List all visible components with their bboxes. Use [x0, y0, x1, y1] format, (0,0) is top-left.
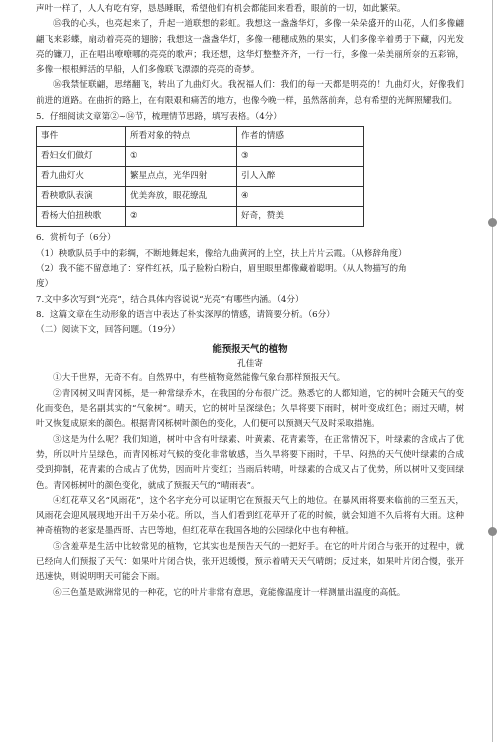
passage-paragraph-top: 声叶一样了，人人有吃有穿，恳恳睡眠，希望他们有机会都能回来看看，眼前的一切，如此繁荣。 [36, 4, 406, 14]
table-cell: 看九曲灯火 [37, 167, 126, 187]
table-cell: ② [126, 207, 237, 227]
table-row [37, 187, 364, 207]
question-8: 8．这篇文章在生动形象的语言中表达了朴实深厚的情感，请简要分析。（6分） [36, 309, 335, 320]
table-cell: 优美奔放，眼花缭乱 [126, 187, 237, 207]
article-paragraph-3: ③这是为什么呢？我们知道，树叶中含有叶绿素、叶黄素、花青素等，在正常情况下，叶绿素的含成占了优势，所以叶片呈绿色，而青冈栎对气候的变化非常敏感，当久旱将要下雨时，千早、闷热的天气使叶绿素的合成受到抑制，花青素的合成占了优势，因而叶片变红；当雨后转晴，叶绿素的合成又占了优势，所以树叶又变回绿色。青冈栎树叶的颜色变化，就成了预报天气的“晴雨表”。 [36, 434, 464, 491]
question-6-stem: 6．赏析句子（6分） [36, 233, 116, 244]
table-header-row [37, 127, 364, 147]
section-heading: （二）阅读下文，回答问题。（19分） [36, 325, 181, 336]
article-author: 孔佳寄 [237, 359, 263, 370]
question-6-item-1: （1）秧歌队员手中的彩绸，不断地舞起来，像给九曲黄河的上空，扶上片片云霞。（从修辞角度） [36, 248, 407, 259]
table-header-cell: 事件 [37, 127, 126, 147]
table-header-cell: 作者的情感 [237, 127, 364, 147]
table-row [37, 147, 364, 167]
article-paragraph-5: ⑤含羞草是生活中比较常见的植物，它其实也是预告天气的一把好手。在它的叶片闭合与张开的过程中，就已经向人们预报了天气：如果叶片闭合快，张开迟缓慢，预示着晴天天气晴朗；反过来，如果叶片闭合慢，张开迅速快，则说明明天可能会下雨。 [36, 541, 464, 583]
document-content [36, 2, 464, 601]
table-row [37, 167, 364, 187]
table-cell: ① [126, 147, 237, 167]
table-header-cell: 所看对象的特点 [126, 127, 237, 147]
table-cell: 好奇，赞美 [237, 207, 364, 227]
article-paragraph-4: ④红花草又名“风雨花”，这个名字充分可以证明它在预报天气上的地位。在暴风雨将要来临前的三至五天，风雨花会迎风展现地开出千万朵小花。所以，当人们看到红花草开了花的时候，就会知道不久后将有大雨。这种神奇植物的老家是墨西哥、古巴等地，但红花草在我国各地的公园绿化中也有种植。 [36, 495, 464, 537]
passage-paragraph-15: ⑮我的心头，也亮起来了，升起一道联想的彩虹。我想这一盏盏华灯，多像一朵朵盛开的山花，人们多像翩翩飞来彩蝶，扇动着亮亮的翅膀；我想这一盏盏华灯，多像一穗穗成熟的果实，人们多像辛着勇于下藏，闪光发亮的镰刀，正在唱出嘹嘹哪的亮亮的歌声；我还想，这华灯整整齐齐，一行一行，多像一朵美丽所奈的五彩锦，多像一根根鲜活的早船，人们多像联飞漂漂的亮亮的奇梦。 [36, 19, 464, 76]
table-cell: 繁星点点，光华四射 [126, 167, 237, 187]
table-cell: 看杨大伯扭秧歌 [37, 207, 126, 227]
answer-table [36, 126, 364, 227]
table-cell: 引人入醉 [237, 167, 364, 187]
table-cell: ④ [237, 187, 364, 207]
article-title: 能预报天气的植物 [212, 344, 288, 356]
table-cell: ③ [237, 147, 364, 167]
question-6-item-2: （2）我不能不留意地了：穿件红袄，瓜子脸粉白粉白，眉里眼里都像藏着聪明。（从人物描写的角 [36, 263, 407, 274]
question-5-stem: 5．仔细阅读文章第②~⑭节，梳理情节思路，填写表格。（4分） [36, 112, 282, 123]
table-cell: 看妇女们做灯 [37, 147, 126, 167]
binding-margin-line [492, 0, 493, 742]
table-cell: 看秧歌队表演 [37, 187, 126, 207]
question-6-item-2-continued: 度） [36, 279, 54, 290]
article-paragraph-1: ①大千世界，无奇不有。自然界中，有些植物竟然能像气象台那样预报天气。 [53, 373, 346, 384]
article-paragraph-2: ②青冈树又叫青冈栎，是一种常绿乔木，在我国的分布很广泛。熟悉它的人都知道，它的树叶会随天气的变化而变色，是名副其实的“气象树”。晴天，它的树叶呈深绿色；久旱将要下雨时，树叶变成红色；雨过天晴，树叶又恢复成原来的颜色。根据青冈栎树叶颜色的变化，人们便可以预测天气及时采取措施。 [36, 388, 464, 430]
article-paragraph-6: ⑥三色堇是欧洲常见的一种花，它的叶片非常有意思，竟能像温度计一样测量出温度的高低。 [53, 587, 406, 598]
binding-hole-icon [488, 218, 497, 227]
passage-paragraph-16: ⑯我禁怔联翩，思绪翻飞，转出了九曲灯火。我祝福人们：我们的每一天都是明亮的！九曲灯火，好像我们前进的道路。在曲折的路上，在有限艰和痛苦的地方，也像今晚一样，虽然落前奔，总有希望的光辉照耀我们。 [36, 80, 464, 106]
binding-hole-icon [488, 527, 497, 536]
question-7: 7.文中多次写到“光亮”，结合具体内容说说“光亮”有哪些内涵。（4分） [36, 294, 304, 305]
table-row [37, 207, 364, 227]
